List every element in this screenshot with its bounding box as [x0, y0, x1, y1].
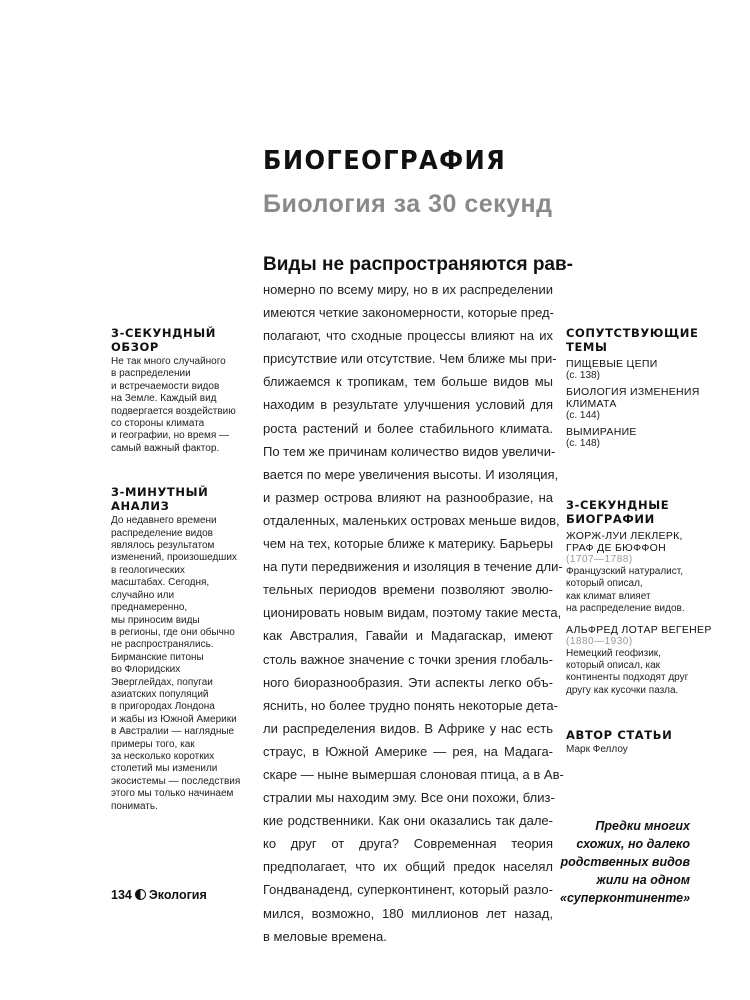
pull-quote-line: жили на одном — [596, 873, 690, 887]
biography-dates: (1880—1930) — [566, 635, 633, 647]
analysis-line: в геологических — [111, 564, 185, 576]
biography-dates: (1707—1788) — [566, 554, 633, 565]
pull-quote — [560, 817, 690, 907]
related-topic-name: КЛИМАТА — [566, 398, 617, 410]
article-line: присутствие или отсутствие. Чем ближе мы при- — [263, 351, 557, 367]
related-topic-name: БИОЛОГИЯ ИЗМЕНЕНИЯ — [566, 386, 700, 398]
article-line: отдаленных, маленьких островах меньше видов, — [263, 512, 560, 528]
analysis-line: не распространялись. — [111, 639, 214, 651]
article-line: страус, в Южной Америке — рея, на Мадага- — [263, 743, 553, 759]
article-line: имеются четкие закономерности, которые пред- — [263, 305, 554, 321]
biography-description: континенты подходят друг — [566, 672, 689, 684]
article-line: роста растений и более стабильного климата. — [263, 420, 553, 436]
article-line: Гондванаденд, суперконтинент, который разло- — [263, 882, 553, 898]
article-line: в меловые времена. — [263, 928, 387, 944]
biography-description: Немецкий геофизик, — [566, 647, 661, 659]
half-circle-icon — [135, 889, 146, 900]
pull-quote-line: «суперконтиненте» — [560, 891, 691, 905]
overview-heading-line: ОБЗОР — [111, 340, 159, 354]
author-heading: АВТОР СТАТЬИ — [566, 728, 673, 742]
article-line: ного биоразнообразия. Эти аспекты легко объ- — [263, 674, 553, 690]
related-topic-name: ПИЩЕВЫЕ ЦЕПИ — [566, 358, 658, 370]
overview-line: со стороны климата — [111, 418, 205, 430]
article-line: как Австралия, Гавайи и Мадагаскар, имеют — [263, 628, 553, 644]
analysis-line: в пригородах Лондона — [111, 701, 215, 713]
analysis-heading-line: АНАЛИЗ — [111, 499, 170, 514]
related-topic-item — [566, 426, 706, 450]
analysis-heading-line: 3-МИНУТНЫЙ — [111, 485, 209, 500]
analysis-line: экосистемы — последствия — [111, 775, 241, 787]
left-sidebar — [111, 326, 246, 813]
article-line: яснить, но более трудно понять некоторые дета- — [263, 697, 558, 713]
analysis-line: и жабы из Южной Америки — [111, 713, 237, 725]
biography-item — [566, 530, 712, 616]
article-line: вается по мере увеличения высоты. И изоляция, — [263, 466, 559, 482]
article-line: кие родственники. Как они оказались так дале- — [263, 813, 553, 829]
biographies-section — [566, 498, 712, 697]
analysis-section — [111, 485, 246, 813]
related-heading-line: СОПУТСТВУЮЩИЕ — [566, 326, 699, 340]
related-topic-page-ref: (с. 148) — [566, 438, 600, 449]
analysis-line: столетий мы изменили — [111, 763, 218, 775]
related-topic-page-ref: (с. 138) — [566, 370, 600, 381]
bio-heading-line: 3-СЕКУНДНЫЕ — [566, 498, 670, 512]
page-title: БИОГЕОГРАФИЯ — [263, 146, 507, 176]
related-topics-list — [566, 358, 706, 450]
article-line: на пути передвижения и изоляция в течение дли- — [263, 559, 563, 575]
analysis-text — [111, 515, 246, 813]
overview-text — [111, 356, 246, 455]
author-section — [566, 728, 672, 756]
bio-heading-line: БИОГРАФИИ — [566, 512, 655, 526]
analysis-heading — [111, 485, 246, 513]
biography-item — [566, 624, 712, 698]
article-line: мился, возможно, 180 миллионов лет назад, — [263, 905, 553, 921]
overview-line: подвергается воздействию — [111, 405, 236, 417]
article-line: полагают, что сходные процессы влияют на их — [263, 328, 553, 344]
overview-line: и встречаемости видов — [111, 380, 220, 392]
biography-description: который описал, как — [566, 660, 661, 672]
related-topics-section — [566, 326, 706, 450]
article-line: находим в результате улучшения условий для — [263, 397, 553, 413]
analysis-line: в Австралии — наглядные — [111, 726, 235, 738]
analysis-line: этого мы только начинаем — [111, 788, 234, 800]
pull-quote-line: Предки многих — [595, 819, 690, 833]
biography-name: ГРАФ ДЕ БЮФФОН — [566, 542, 666, 554]
analysis-line: Бирманские питоны — [111, 651, 204, 663]
overview-line: и географии, но время — — [111, 430, 230, 442]
article-line: предполагает, что их общий предок населял — [263, 859, 553, 875]
page-number: 134 — [111, 888, 132, 902]
overview-heading-line: 3-СЕКУНДНЫЙ — [111, 326, 216, 340]
biographies-list — [566, 530, 712, 697]
analysis-line: масштабах. Сегодня, — [111, 577, 210, 589]
analysis-line: преднамеренно, — [111, 602, 188, 614]
main-article-text — [263, 278, 564, 948]
biography-description: другу как кусочки пазла. — [566, 684, 679, 696]
right-sidebar — [566, 326, 712, 755]
analysis-line: во Флоридских — [111, 664, 181, 676]
overview-line: Не так много случайного — [111, 356, 226, 367]
biography-description: как климат влияет — [566, 590, 651, 602]
article-line: и размер острова влияют на разнообразие, на — [263, 489, 553, 505]
analysis-line: понимать. — [111, 800, 158, 812]
article-line: столь важное значение с точки зрения глобаль- — [263, 651, 553, 667]
overview-heading — [111, 326, 246, 354]
analysis-line: распределение видов — [111, 527, 213, 539]
analysis-line: изменений, произошедших — [111, 552, 237, 564]
analysis-line: примеры того, как — [111, 738, 195, 750]
related-topics-heading — [566, 326, 706, 354]
related-topic-item — [566, 358, 706, 382]
analysis-line: До недавнего времени — [111, 515, 217, 527]
related-topic-item — [566, 386, 706, 422]
lead-sentence: Виды не распространяются рав- — [263, 254, 573, 275]
biography-description: Французский натуралист, — [566, 566, 684, 577]
pull-quote-line: родственных видов — [560, 855, 690, 869]
article-line: ционировать новым видам, поэтому такие места, — [263, 605, 562, 621]
analysis-line: мы приносим виды — [111, 614, 200, 626]
related-topic-page-ref: (с. 144) — [566, 410, 600, 421]
analysis-line: азиатских популяций — [111, 688, 209, 700]
biography-name: ЖОРЖ-ЛУИ ЛЕКЛЕРК, — [566, 530, 683, 542]
analysis-line: в регионы, где они обычно — [111, 626, 235, 638]
article-line: чем на тех, которые ближе к материку. Барьеры — [263, 536, 554, 552]
related-heading-line: ТЕМЫ — [566, 340, 608, 354]
analysis-line: случайно или — [111, 589, 175, 601]
overview-line: в распределении — [111, 368, 191, 380]
pull-quote-line: схожих, но далеко — [576, 837, 690, 851]
page-footer — [111, 888, 207, 902]
biography-description: на распределение видов. — [566, 603, 685, 615]
article-line: скаре — ныне вымершая слоновая птица, а в Ав- — [263, 766, 564, 782]
author-name: Марк Феллоу — [566, 744, 628, 755]
overview-line: самый важный фактор. — [111, 442, 220, 454]
article-line: ко друг от друга? Современная теория — [263, 836, 553, 852]
article-line: ближаемся к тропикам, тем больше видов мы — [263, 374, 553, 390]
article-line: стралии мы находим эму. Все они похожи, близ- — [263, 790, 555, 806]
article-line: По тем же причинам количество видов увеличи- — [263, 443, 556, 459]
section-name: Экология — [148, 888, 207, 902]
biography-description: который описал, — [566, 578, 643, 590]
analysis-line: Эверглейдах, попугаи — [111, 676, 213, 688]
biographies-heading — [566, 498, 712, 526]
article-line: тельных периодов времени позволяют эволю- — [263, 582, 553, 598]
related-topic-name: ВЫМИРАНИЕ — [566, 426, 637, 438]
biography-name: АЛЬФРЕД ЛОТАР ВЕГЕНЕР — [566, 623, 712, 636]
analysis-line: за несколько коротких — [111, 750, 215, 762]
article-line: ли распределения видов. В Африке у нас есть — [263, 720, 553, 736]
overview-section — [111, 326, 246, 455]
overview-line: на Земле. Каждый вид — [111, 393, 217, 405]
article-line: номерно по всему миру, но в их распределении — [263, 282, 553, 297]
analysis-line: являлось результатом — [111, 540, 215, 552]
page-subtitle: Биология за 30 секунд — [263, 190, 553, 218]
